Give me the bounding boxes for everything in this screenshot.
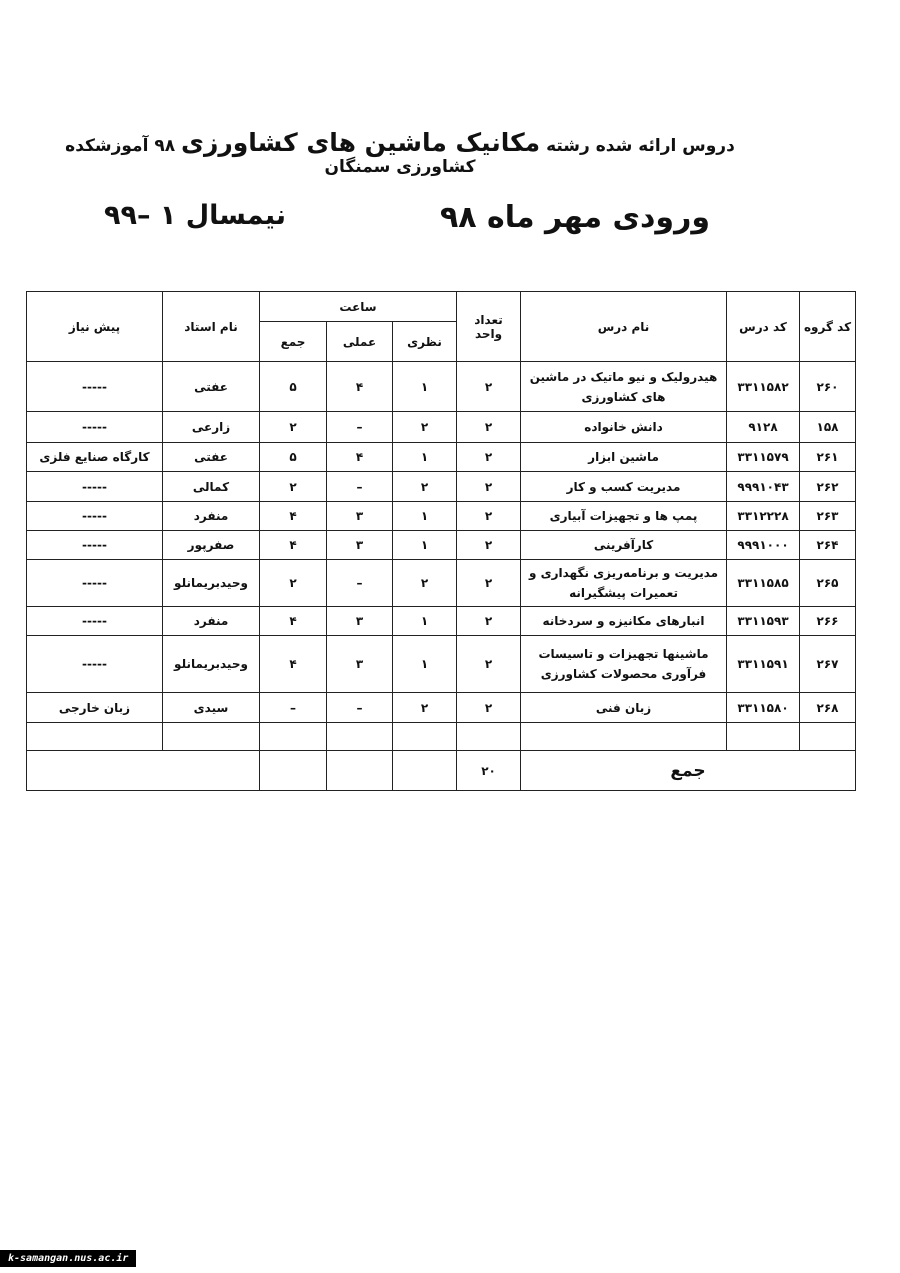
cell-total: ۲: [260, 560, 327, 607]
cell-practical: ۳: [327, 636, 393, 693]
cell-name: ماشین ابزار: [521, 443, 727, 472]
page-title: [30, 128, 770, 177]
cell-units: ۲: [457, 362, 521, 412]
cell-units: ۲: [457, 472, 521, 502]
cell-theory: ۲: [393, 412, 457, 443]
intake-heading: ورودی مهر ماه ۹۸: [439, 200, 710, 235]
cell-instructor: وحیدبریمانلو: [163, 636, 260, 693]
table-row: [27, 362, 856, 412]
header-hours: ساعت: [260, 292, 457, 322]
semester-heading: نیمسال ۱ –۹۹: [103, 200, 287, 231]
cell-code: ۳۳۱۱۵۹۳: [727, 607, 800, 636]
cell-total: ۵: [260, 443, 327, 472]
title-suffix: ۹۸ آموزشکده کشاورزی سمنگان: [65, 136, 476, 177]
header-course-name: نام درس: [521, 292, 727, 362]
cell-code: ۹۱۲۸: [727, 412, 800, 443]
cell-code: ۳۳۱۱۵۸۰: [727, 693, 800, 723]
empty-row: [27, 723, 856, 751]
cell-theory: ۲: [393, 693, 457, 723]
cell-practical: ۴: [327, 362, 393, 412]
cell-total: ۴: [260, 502, 327, 531]
cell-practical: ۳: [327, 502, 393, 531]
cell-units: ۲: [457, 560, 521, 607]
cell-prereq: -----: [27, 472, 163, 502]
cell-code: ۹۹۹۱۰۰۰: [727, 531, 800, 560]
cell-name: مدیریت کسب و کار: [521, 472, 727, 502]
cell-prereq: -----: [27, 636, 163, 693]
table-row: [27, 607, 856, 636]
cell-units: ۲: [457, 693, 521, 723]
table-row: [27, 693, 856, 723]
cell-units: ۲: [457, 412, 521, 443]
cell-instructor: منفرد: [163, 502, 260, 531]
table-row: [27, 472, 856, 502]
cell-instructor: زارعی: [163, 412, 260, 443]
cell-practical: ۳: [327, 607, 393, 636]
cell-name: زبان فنی: [521, 693, 727, 723]
cell-prereq: زبان خارجی: [27, 693, 163, 723]
cell-units: ۲: [457, 443, 521, 472]
cell-prereq: -----: [27, 560, 163, 607]
cell-group: ۱۵۸: [800, 412, 856, 443]
cell-theory: ۱: [393, 531, 457, 560]
cell-instructor: عفتی: [163, 362, 260, 412]
cell-code: ۳۳۱۱۵۹۱: [727, 636, 800, 693]
cell-theory: ۱: [393, 502, 457, 531]
cell-theory: ۲: [393, 472, 457, 502]
cell-practical: –: [327, 412, 393, 443]
header-total: جمع: [260, 322, 327, 362]
cell-code: ۹۹۹۱۰۴۳: [727, 472, 800, 502]
cell-group: ۲۶۸: [800, 693, 856, 723]
cell-total: ۵: [260, 362, 327, 412]
cell-total: –: [260, 693, 327, 723]
table-row: [27, 443, 856, 472]
cell-group: ۲۶۰: [800, 362, 856, 412]
cell-prereq: -----: [27, 607, 163, 636]
cell-group: ۲۶۲: [800, 472, 856, 502]
cell-prereq: -----: [27, 362, 163, 412]
courses-table: [26, 291, 856, 791]
cell-practical: –: [327, 560, 393, 607]
cell-name: کارآفرینی: [521, 531, 727, 560]
cell-units: ۲: [457, 502, 521, 531]
cell-name: انبارهای مکانیزه و سردخانه: [521, 607, 727, 636]
cell-name: مدیریت و برنامه‌ریزی نگهداری و تعمیرات پیشگیرانه: [521, 560, 727, 607]
cell-group: ۲۶۷: [800, 636, 856, 693]
cell-total: ۴: [260, 531, 327, 560]
cell-group: ۲۶۴: [800, 531, 856, 560]
cell-instructor: صفرپور: [163, 531, 260, 560]
title-prefix: دروس ارائه شده رشته: [546, 136, 735, 156]
cell-prereq: کارگاه صنایع فلزی: [27, 443, 163, 472]
cell-theory: ۱: [393, 443, 457, 472]
header-theory: نظری: [393, 322, 457, 362]
sum-label: جمع: [521, 751, 856, 791]
cell-instructor: کمالی: [163, 472, 260, 502]
cell-code: ۳۳۱۱۵۷۹: [727, 443, 800, 472]
sum-units: ۲۰: [457, 751, 521, 791]
cell-practical: ۴: [327, 443, 393, 472]
cell-group: ۲۶۳: [800, 502, 856, 531]
cell-units: ۲: [457, 531, 521, 560]
header-prerequisite: پیش نیاز: [27, 292, 163, 362]
cell-theory: ۱: [393, 607, 457, 636]
cell-prereq: -----: [27, 412, 163, 443]
header-units: تعداد واحد: [457, 292, 521, 362]
table-row: [27, 560, 856, 607]
sum-row: [27, 751, 856, 791]
cell-theory: ۱: [393, 362, 457, 412]
header-course-code: کد درس: [727, 292, 800, 362]
cell-group: ۲۶۱: [800, 443, 856, 472]
cell-practical: ۳: [327, 531, 393, 560]
cell-practical: –: [327, 693, 393, 723]
cell-theory: ۲: [393, 560, 457, 607]
table-row: [27, 636, 856, 693]
cell-total: ۴: [260, 607, 327, 636]
cell-instructor: منفرد: [163, 607, 260, 636]
header-group-code: کد گروه: [800, 292, 856, 362]
cell-code: ۳۳۱۱۵۸۵: [727, 560, 800, 607]
cell-total: ۴: [260, 636, 327, 693]
cell-prereq: -----: [27, 531, 163, 560]
cell-practical: –: [327, 472, 393, 502]
cell-name: ماشینها تجهیزات و تاسیسات فرآوری محصولات کشاورزی: [521, 636, 727, 693]
cell-total: ۲: [260, 412, 327, 443]
cell-name: هیدرولیک و نیو ماتیک در ماشین های کشاورزی: [521, 362, 727, 412]
cell-prereq: -----: [27, 502, 163, 531]
cell-instructor: وحیدبریمانلو: [163, 560, 260, 607]
cell-units: ۲: [457, 636, 521, 693]
table-row: [27, 412, 856, 443]
cell-total: ۲: [260, 472, 327, 502]
cell-units: ۲: [457, 607, 521, 636]
cell-instructor: عفتی: [163, 443, 260, 472]
cell-instructor: سیدی: [163, 693, 260, 723]
table-row: [27, 502, 856, 531]
cell-name: دانش خانواده: [521, 412, 727, 443]
cell-group: ۲۶۵: [800, 560, 856, 607]
header-instructor: نام استاد: [163, 292, 260, 362]
header-practical: عملی: [327, 322, 393, 362]
cell-code: ۳۳۱۱۵۸۲: [727, 362, 800, 412]
site-url-footer: k-samangan.nus.ac.ir: [0, 1250, 136, 1267]
cell-theory: ۱: [393, 636, 457, 693]
title-major: مکانیک ماشین های کشاورزی: [181, 128, 541, 157]
cell-code: ۳۳۱۲۲۲۸: [727, 502, 800, 531]
table-row: [27, 531, 856, 560]
cell-name: پمپ ها و تجهیزات آبیاری: [521, 502, 727, 531]
cell-group: ۲۶۶: [800, 607, 856, 636]
